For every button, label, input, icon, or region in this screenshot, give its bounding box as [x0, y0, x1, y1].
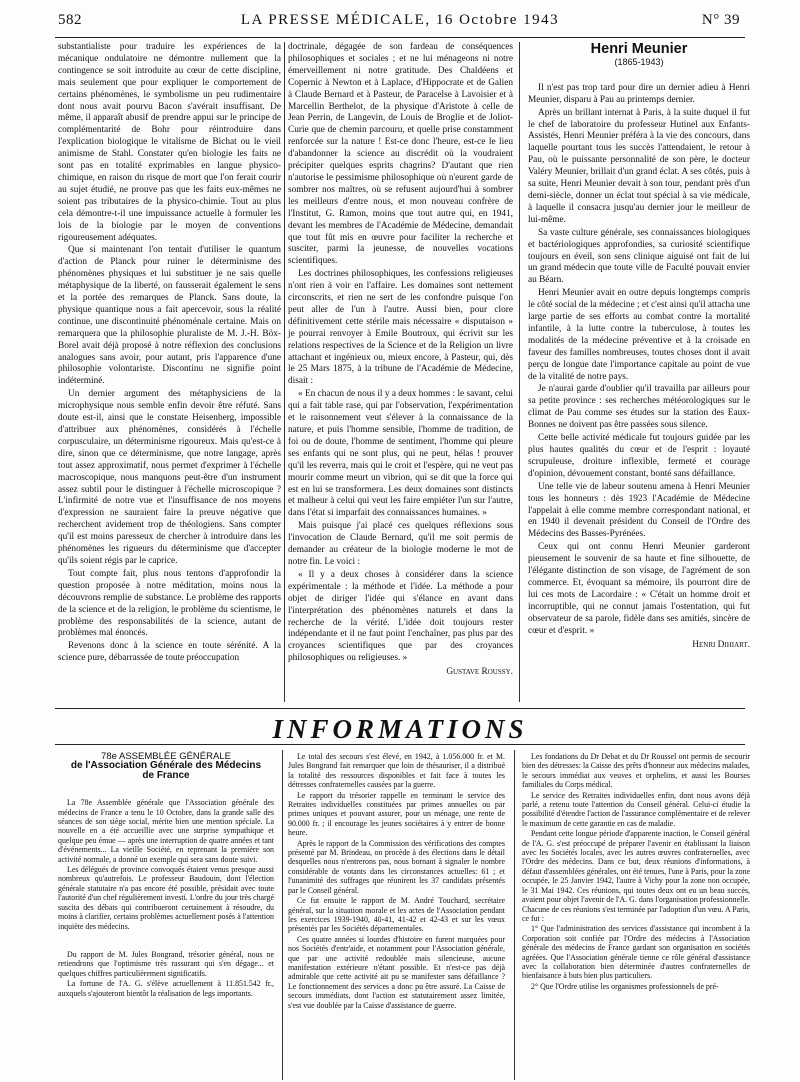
paragraph: Pendant cette longue période d'apparente inaction, le Conseil général de l'A. G. s'est préoccupé de préparer l'avenir en établissant la liaison avec les Sociétés locales, avec les autres œuvres confraternelles, avec l'Ordre des médecins. Dans ce but, deux réunions d'informations, à défaut d'assemblées générales, ont été tenues, l'une à Paris, pour la zone occupée, le 25 Janvier 1942, l'autre à Vichy pour la zone non occupée, le 31 Mai 1942. Ces réunions, qui toutes deux ont eu un beau succès, avaient pour objet l'avenir de l'A. G. dans l'organisation professionnelle. Chacune de ces réunions s'est terminée par l'adoption d'un vœu. A Paris, ce fut :	[522, 829, 750, 923]
issue-number: N° 39	[701, 12, 740, 28]
section-rule	[55, 744, 745, 745]
paragraph: La fortune de l'A. G. s'élève actuellement à 11.851.542 fr., auxquels s'ajouteront bientôt la réalisation de legs importants.	[58, 979, 274, 998]
paragraph: Sa vaste culture générale, ses connaissances biologiques et bactériologiques approfondies, sa curiosité scientifique toujours en éveil, son sens clinique aiguisé ont fait de lui un grand médecin que toute ville de Faculté pouvait envier au Béarn.	[528, 227, 750, 286]
paragraph: Il n'est pas trop tard pour dire un dernier adieu à Henri Meunier, disparu à Pau au printemps dernier.	[528, 82, 750, 105]
paragraph: Ces quatre années si lourdes d'histoire en furent marquées pour nos Sociétés d'entr'aide, et notamment pour l'Association générale, que par une activité redoublée mais silencieuse, aucune manifestation extérieure n'étant possible. Et n'est-ce pas déjà admirable que cette activité ait pu se manifester sans défaillance ? Le fonctionnement des services a donc pu être assuré. La Caisse de secours immédiats, dont l'action est statutairement assez limitée, s'est vue doublée par la Caisse d'assistance de guerre.	[288, 934, 505, 1010]
spacer	[58, 932, 274, 950]
paragraph: Ce fut ensuite le rapport de M. André Touchard, secrétaire général, sur la situation morale et les actes de l'Association pendant les exercices 1939-1940, 40-41, 41-42 et 42-43 et sur les vœux présentés par les Sociétés départementales.	[288, 896, 505, 934]
news-column-3	[522, 752, 750, 992]
paragraph: Les fondations du Dr Debat et du Dr Roussel ont permis de secourir bien des détresses: la Caisse des prêts d'honneur aux médecins malades, le secours immédiat aux veuves et orphelins, et aussi les Bourses familiales du Corps médical.	[522, 752, 750, 790]
paragraph: 1° Que l'administration des services d'assistance qui incombent à la Corporation soit confiée par l'Ordre des médecins à l'Association générale des médecins de France gardant son organisation en sociétés agréées. Que l'Association générale tienne ce rôle général d'assistance avec la collaboration bien déterminée d'autres confraternelles de bienfaisance à buts bien plus particuliers.	[522, 924, 750, 981]
paragraph: 2° Que l'Ordre utilise les organismes professionnels de pré-	[531, 981, 719, 991]
paragraph: Que si maintenant l'on tentait d'utiliser le quantum d'action de Planck pour ruiner le déterminisme des phénomènes physiques et lui substituer je ne sais quelle métaphysique de la liberté, on fausserait également le sens et la portée des remarques de Planck. Sans doute, la physique quantique nous a fait apercevoir, sous la réalité continue, une discontinuité phénoménale certaine. Mais on remarquera que la philosophie pluraliste de M. J.-H. Böx-Borel avait déjà proposé à notre réflexion des conclusions analogues sans avoir, pour autant, pris l'apparence d'une philosophie volontariste. Discontinu ne signifie point indéterminé.	[58, 245, 281, 387]
header-rule	[55, 37, 745, 38]
paragraph: Cette belle activité médicale fut toujours guidée par les plus hautes qualités du cœur et de l'esprit : loyauté scrupuleuse, droiture inflexible, fermeté et courage d'opinion, dévouement constant, bonté sans défaillance.	[528, 433, 750, 479]
running-header	[0, 12, 800, 38]
heading-line: de France	[142, 769, 190, 781]
paragraph: Du rapport de M. Jules Bongrand, trésorier général, nous ne retiendrons que l'optimisme très rassurant qui s'en dégage... et quelques chiffres particulièrement significatifs.	[58, 949, 274, 978]
news-column-2	[288, 752, 505, 1011]
paragraph: Ceux qui ont connu Henri Meunier garderont pieusement le souvenir de sa haute et fine silhouette, de l'élégante distinction de son visage, de l'agrément de son commerce. Et, évoquant sa mémoire, ils pourront dire de lui ces mots de Lacordaire : « C'était un homme droit et incorruptible, qui ne connut jamais l'ostentation, qui fut observateur de sa parole, fidèle dans ses amitiés, sincère de cœur et d'esprit. »	[528, 542, 750, 636]
section-rule	[55, 708, 745, 709]
obituary-column	[528, 42, 750, 651]
heading-line: 78e ASSEMBLÉE GÉNÉRALE	[101, 751, 231, 762]
obituary-signature: Henri Dihiart.	[692, 639, 750, 650]
paragraph: Après le rapport de la Commission des vérifications des comptes présenté par M. Brindeau, on procède à des élections dans le détail desquelles nous n'entrerons pas, nous bornant à signaler le nombre considérable de votants dans les circonstances actuelles: 61 ; et l'unanimité des suffrages que réunirent les 37 candidats présentés par le Conseil général.	[288, 838, 505, 895]
paragraph: Après un brillant internat à Paris, à la suite duquel il fut le chef de laboratoire du professeur Hutinel aux Enfants-Assistés, Henri Meunier préféra à la vie des concours, dans laquelle pourtant tous les succès l'attendaient, le retour à Pau, où le puissante personnalité de son père, le docteur Valéry Meunier, brillait d'un grand éclat. A ses côtés, puis à sa suite, Henri Meunier devait à son tour, pendant près d'un demi-siècle, donner un éclat tout spécial à sa vie médicale, à laquelle il consacra jusqu'au dernier jour le meilleur de lui-même.	[528, 107, 750, 225]
quotation: « En chacun de nous il y a deux hommes : le savant, celui qui a fait table rase, qui par l'observation, l'expérimentation et le raisonnement veut s'élever à la connaissance de la nature, et puis l'homme sensible, l'homme de tradition, de foi ou de doute, l'homme de sentiment, l'homme qui pleure ses enfants qui ne sont plus, qui ne peut, hélas ! prouver qu'il les reverra, mais qui le croit et l'espère, qui ne veut pas mourir comme meurt un vibrion, qui se dit que la force qui est en lui se transformera. Les deux domaines sont distincts et malheur à celui qui veut les faire empiéter l'un sur l'autre, dans l'état si imparfait des connaissances humaines. »	[288, 389, 513, 519]
section-title: INFORMATIONS	[272, 714, 528, 744]
obituary-dates: (1865-1943)	[614, 56, 664, 67]
publication-title: LA PRESSE MÉDICALE, 16 Octobre 1943	[240, 12, 560, 28]
article-column-2	[288, 42, 513, 679]
paragraph: Un dernier argument des métaphysiciens de la microphysique nous semble enfin devoir être réfuté. Sans doute est-il, ainsi que le constate Heisenberg, impossible d'attribuer aux phénomènes, considérés à l'échelle corpusculaire, un déterminisme rigoureux. Mais qu'est-ce à dire, sinon que ce déterminisme, que notre langage, après tout assez approximatif, nous permet d'exprimer à l'échelle macroscopique, nous manquons peut-être d'un instrument assez subtil pour le distinguer à l'échelle microscopique ? L'infirmité de notre vue et l'insuffisance de nos moyens d'expression ne sauraient faire la preuve négative que recherchent avidement trop de théologiens. Sans compter qu'il est moins paresseux de chercher à introduire dans les phénomènes les rigueurs du déterminisme que d'accepter qu'ils soient régis par le caprice.	[58, 389, 281, 566]
paragraph: Revenons donc à la science en toute sérénité. A la science pure, débarrassée de toute préoccupation	[58, 641, 281, 664]
column-divider	[282, 750, 283, 1080]
paragraph: Les délégués de province convoqués étaient venus presque aussi nombreux qu'autrefois. Le professeur Baudouin, dont l'élection générale statutaire n'a pas encore été possible, présidait avec toute l'autorité d'un chef régulièrement investi. L'ordre du jour très chargé suscita des débats qui contribueront certainement à résoudre, du moins à clarifier, certains problèmes actuellement posés à l'attention inquiète des médecins.	[58, 865, 274, 931]
paragraph: Le total des secours s'est élevé, en 1942, à 1.056.000 fr. et M. Jules Bongrand fait remarquer que loin de thésauriser, il a distribué la totalité des ressources disponibles et fait face à toutes les détresses confraternelles causées par la guerre.	[288, 752, 505, 790]
article-heading	[58, 752, 274, 780]
paragraph: Une telle vie de labeur soutenu amena à Henri Meunier tous les honneurs : dès 1923 l'Académie de Médecine l'appelait à elle comme membre correspondant national, et en 1940 il devenait président du Conseil de l'Ordre des Médecins des Basses-Pyrénées.	[528, 481, 750, 540]
paragraph: substantialiste pour traduire les expériences de la mécanique ondulatoire ne démontre nullement que la contingence se soit introduite au cœur de cette discipline, mais seulement que pour expliquer le comportement de certains phénomènes, le symbolisme un peu rudimentaire dont nous avait pourvu Bacon s'avérait insuffisant. De même, il apparaît abusif de prendre appui sur le principe de complémentarité de Bohr pour réintroduire dans l'explication biologique le vitalisme de Bichat ou le vieil animisme de Stahl. Constater qu'en biologie les faits ne sont pas en totalité exprimables en langue physico-chimique, en raison du risque de mort que l'on ferait courir au sujet étudié, ne prouve pas que les faits eux-mêmes ne soient pas tributaires de la physico-chimie. Tout au plus cela démontre-t-il une impuissance actuelle à formuler les lois de la biologie par le moyen de conventions rigoureusement adéquates.	[58, 42, 281, 243]
paragraph: Mais puisque j'ai placé ces quelques réflexions sous l'invocation de Claude Bernard, qu'il me soit permis de demander au créateur de la biologie moderne le mot de notre fin. Le voici :	[288, 521, 513, 567]
paragraph: Tout compte fait, plus nous tentons d'approfondir la question proposée à notre méditation, moins nous la découvrons remplie de substance. Le problème des rapports de la science et de la religion, le problème du scientisme, le problème des responsabilités de la science, autant de problèmes mal énoncés.	[58, 568, 281, 639]
obituary-name: Henri Meunier	[590, 41, 688, 57]
column-divider	[284, 42, 285, 702]
article-column-1	[58, 42, 281, 666]
paragraph: Le service des Retraites individuelles enfin, dont nous avons déjà parlé, a retenu toute l'attention du Conseil général. Celui-ci étudie la possibilité d'étendre l'action de l'assurance complémentaire et de relever le maximum de cette garantie en cas de maladie.	[522, 790, 750, 828]
page-number: 582	[58, 12, 82, 28]
heading-line: de l'Association Générale des Médecins	[70, 760, 262, 772]
quotation: « Il y a deux choses à considérer dans la science expérimentale : la méthode et l'idée. La méthode a pour objet de diriger l'idée qui s'élance en avant dans l'interprétation des phénomènes naturels et dans la recherche de la vérité. L'idée doit toujours rester indépendante et il ne faut point l'enchaîner, pas plus par des croyances scientifiques que par des croyances philosophiques ou religieuses. »	[288, 569, 513, 664]
news-column-1	[58, 752, 274, 999]
paragraph: doctrinale, dégagée de son fardeau de conséquences philosophiques et sociales ; et ne lui ménageons ni notre émerveillement ni notre gratitude. Des Chaldéens et Copernic à Newton et à Laplace, d'Hippocrate et de Galien à Claude Bernard et à Pasteur, de Paracelse à Lavoisier et à Marcellin Berthelot, de la physique d'Aristote à celle de Jean Perrin, de Langevin, de Louis de Broglie et de Joliot-Curie que de chemin parcouru, et quelle prise constamment renforcée sur la nature ! Est-ce donc l'heure, est-ce le lieu d'abandonner la science au discrédit où la voudraient précipiter quelques esprits chagrins? D'autant que rien n'autorise le pessimisme philosophique où n'eurent garde de sombrer nos maîtres, où se refusent aujourd'hui à sombrer les meilleurs d'entre nous, et mon nouveau confrère de l'Institut, G. Ramon, moins que tout autre qui, en 1941, devant les membres de l'Académie de Médecine, demandait que tout fût mis en œuvre pour faciliter la recherche et susciter, parmi la jeunesse, de nouvelles vocations scientifiques.	[288, 42, 513, 267]
column-divider	[519, 42, 520, 702]
paragraph: Les doctrines philosophiques, les confessions religieuses n'ont rien à voir en l'affaire. Les domaines sont nettement circonscrits, et rien ne sert de les confondre puisque l'on peut aller de l'un à l'autre. Aussi bien, pour clore définitivement cette stérile mais nécessaire « disputaison » je pourrai renvoyer à Emile Boutroux, qui écrivit sur les relations respectives de la Science et de la Religion un livre attachant et ingénieux ou, mieux encore, à Pasteur, qui, dès le 25 Mars 1875, à la tribune de l'Académie de Médecine, disait :	[288, 269, 513, 387]
author-signature: Gustave Roussy.	[446, 667, 513, 678]
paragraph: Le rapport du trésorier rappelle en terminant le service des Retraites individuelles constituées par primes annuelles ou par primes uniques et pouvant assurer, pour un ménage, une rente de 90.000 fr. ; il encourage les jeunes sociétaires à y entrer de bonne heure.	[288, 790, 505, 838]
paragraph: La 78e Assemblée générale que l'Association générale des médecins de France a tenu le 10 Octobre, dans la grande salle des séances de son siège social, mérite bien une mention spéciale. La nouvelle en a été accueillie avec une surprise sympathique et quelque peu émue — après une interruption de quatre années et tant d'événements... La vieille Société, en reprenant la première son activité normale, a donné un exemple qui sera sans doute suivi.	[58, 798, 274, 864]
column-divider	[514, 750, 515, 1080]
paragraph: Henri Meunier avait en outre depuis longtemps compris le côté social de la médecine ; et c'est ainsi qu'il attacha une large partie de ses efforts au combat contre la mortalité infantile, à la lutte contre la tuberculose, à toutes les modalités de la médecine préventive et à la croisade en faveur des familles nombreuses, toutes choses dont il avait perçu de longue date l'importance capitale au point de vue de la vitalité de notre pays.	[528, 288, 750, 382]
paragraph: Je n'aurai garde d'oublier qu'il travailla par ailleurs pour sa petite province : ses recherches météorologiques sur le climat de Pau comme ses études sur la station des Eaux-Bonnes ne doivent pas être passées sous silence.	[528, 384, 750, 431]
